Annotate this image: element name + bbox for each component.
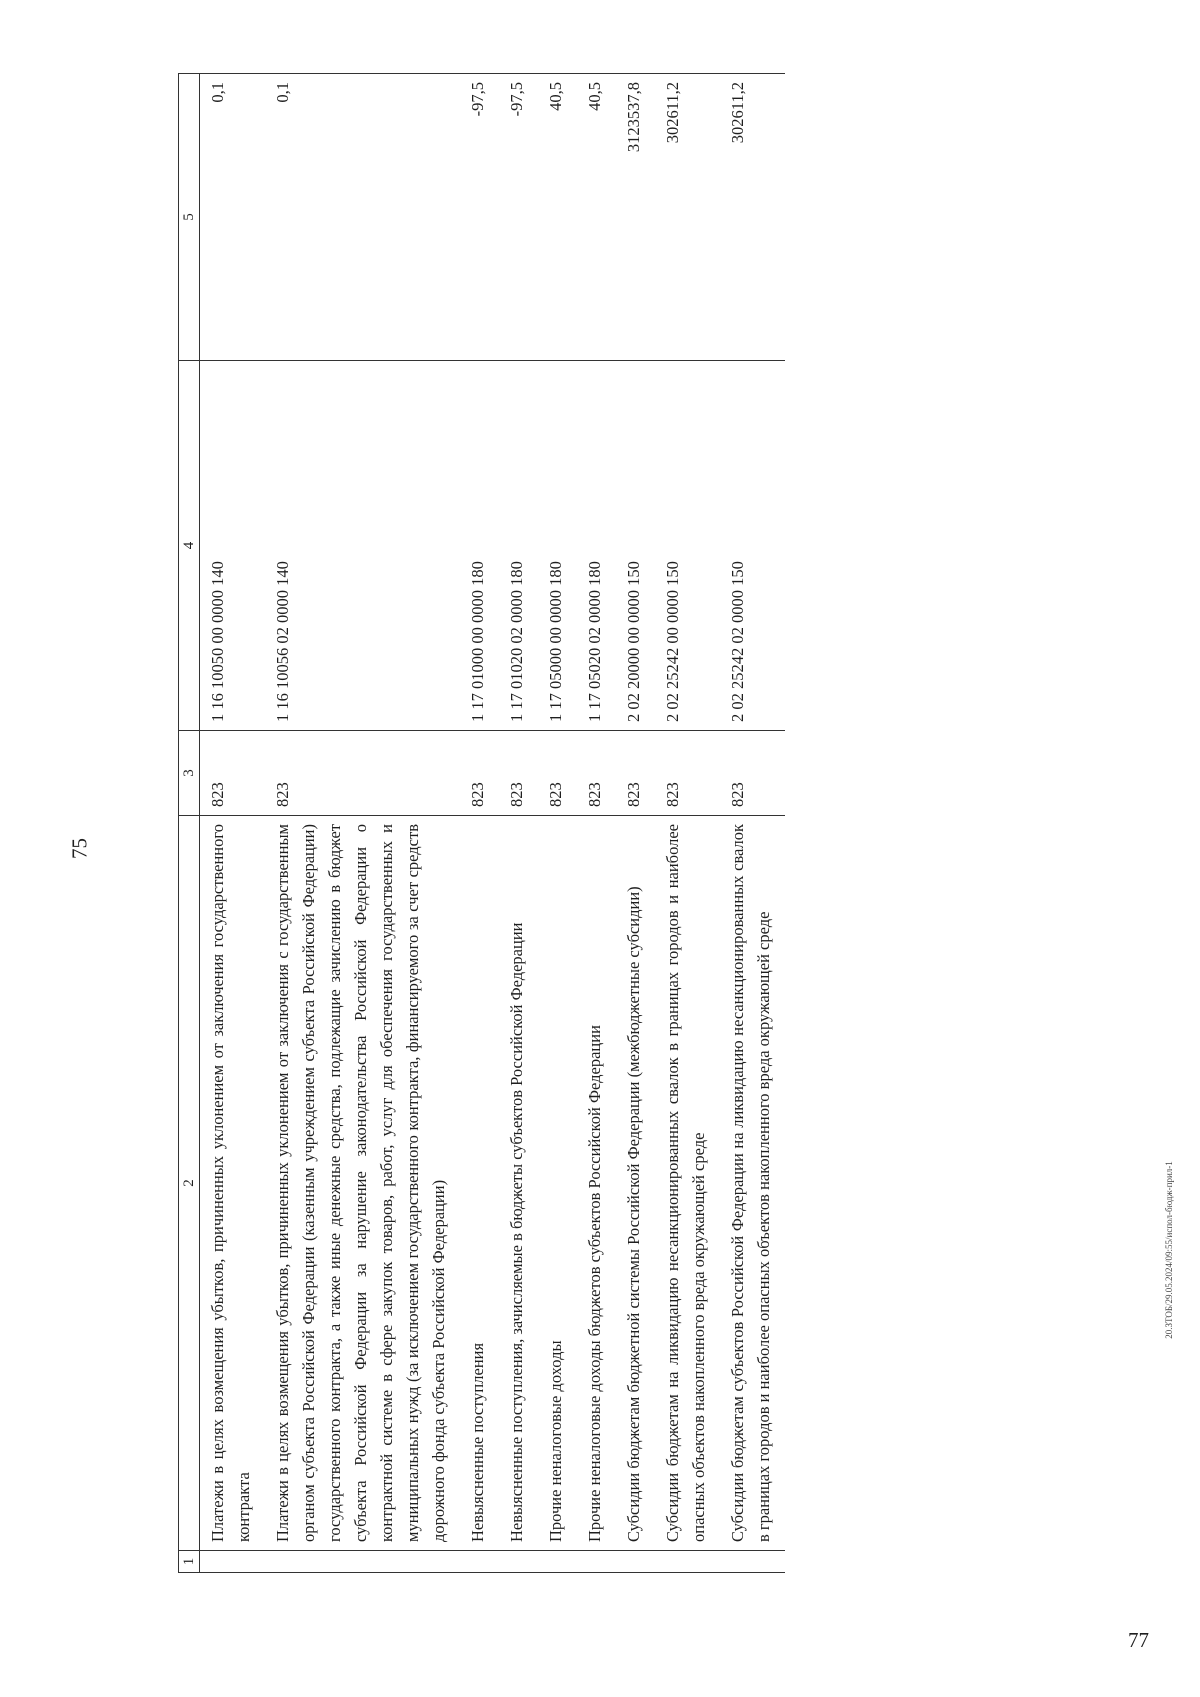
budget-code-cell: 2 02 25242 02 0000 150 — [720, 361, 785, 731]
column-header-4: 4 — [179, 361, 200, 731]
table-row — [460, 74, 499, 1573]
table-row — [200, 74, 266, 1573]
column-header-1: 1 — [179, 1551, 200, 1573]
rotated-table-container — [178, 74, 998, 1573]
description-cell: Прочие неналоговые доходы бюджетов субъектов Российской Федерации — [577, 816, 616, 1551]
description-cell: Невыясненные поступления — [460, 816, 499, 1551]
row-index-cell — [720, 1551, 785, 1573]
admin-code-cell: 823 — [200, 731, 266, 816]
table-row — [655, 74, 720, 1573]
table-row — [720, 74, 785, 1573]
document-code: 20.ЗТОБ/29.05.2024/09:55/испол-бюдж-прил-1 — [1164, 1161, 1174, 1339]
row-index-cell — [577, 1551, 616, 1573]
amount-cell: 302611,2 — [655, 74, 720, 361]
amount-cell: -97,5 — [460, 74, 499, 361]
admin-code-cell: 823 — [460, 731, 499, 816]
row-index-cell — [538, 1551, 577, 1573]
table-header — [179, 74, 200, 1573]
row-index-cell — [499, 1551, 538, 1573]
column-header-2: 2 — [179, 816, 200, 1551]
budget-code-cell: 2 02 25242 00 0000 150 — [655, 361, 720, 731]
description-cell: Субсидии бюджетам на ликвидацию несанкционированных свалок в границах городов и наиболее опасных объектов накопленного вреда окружающей среде — [655, 816, 720, 1551]
budget-code-cell: 1 17 01020 02 0000 180 — [499, 361, 538, 731]
budget-code-cell: 1 17 05020 02 0000 180 — [577, 361, 616, 731]
table-row — [499, 74, 538, 1573]
amount-cell: -97,5 — [499, 74, 538, 361]
table-row — [616, 74, 655, 1573]
table-body — [200, 74, 786, 1573]
admin-code-cell: 823 — [577, 731, 616, 816]
budget-code-cell: 1 17 05000 00 0000 180 — [538, 361, 577, 731]
row-index-cell — [460, 1551, 499, 1573]
description-cell: Субсидии бюджетам субъектов Российской Федерации на ликвидацию несанкционированных свалок в границах городов и наиболее опасных объектов накопленного вреда окружающей среде — [720, 816, 785, 1551]
admin-code-cell: 823 — [265, 731, 460, 816]
admin-code-cell: 823 — [499, 731, 538, 816]
amount-cell: 40,5 — [577, 74, 616, 361]
table-row — [577, 74, 616, 1573]
budget-code-cell: 1 16 10056 02 0000 140 — [265, 361, 460, 731]
header-row — [179, 74, 200, 1573]
budget-table — [178, 73, 785, 1573]
row-index-cell — [655, 1551, 720, 1573]
amount-cell: 302611,2 — [720, 74, 785, 361]
description-cell: Невыясненные поступления, зачисляемые в бюджеты субъектов Российской Федерации — [499, 816, 538, 1551]
admin-code-cell: 823 — [655, 731, 720, 816]
table-row — [538, 74, 577, 1573]
page-number: 75 — [67, 838, 92, 859]
column-header-5: 5 — [179, 74, 200, 361]
admin-code-cell: 823 — [538, 731, 577, 816]
budget-code-cell: 1 17 01000 00 0000 180 — [460, 361, 499, 731]
amount-cell: 0,1 — [200, 74, 266, 361]
row-index-cell — [616, 1551, 655, 1573]
sheet-number: 77 — [1128, 1628, 1149, 1652]
amount-cell: 0,1 — [265, 74, 460, 361]
admin-code-cell: 823 — [720, 731, 785, 816]
column-header-3: 3 — [179, 731, 200, 816]
row-index-cell — [265, 1551, 460, 1573]
budget-code-cell: 2 02 20000 00 0000 150 — [616, 361, 655, 731]
description-cell: Субсидии бюджетам бюджетной системы Российской Федерации (межбюджетные субсидии) — [616, 816, 655, 1551]
description-cell: Прочие неналоговые доходы — [538, 816, 577, 1551]
budget-code-cell: 1 16 10050 00 0000 140 — [200, 361, 266, 731]
amount-cell: 40,5 — [538, 74, 577, 361]
row-index-cell — [200, 1551, 266, 1573]
amount-cell: 3123537,8 — [616, 74, 655, 361]
description-cell: Платежи в целях возмещения убытков, причиненных уклонением от заключения с государственным органом субъекта Российской Федерации (казенным учреждением субъекта Российской Федерации) государственного контракта, а также иные денежные средства, подлежащие зачислению в бюджет субъекта Российской Федерации за нарушение законодательства Российской Федерации о контрактной системе в сфере закупок товаров, работ, услуг для обеспечения государственных и муниципальных нужд (за исключением государственного контракта, финансируемого за счет средств дорожного фонда субъекта Российской Федерации) — [265, 816, 460, 1551]
description-cell: Платежи в целях возмещения убытков, причиненных уклонением от заключения государственного контракта — [200, 816, 266, 1551]
admin-code-cell: 823 — [616, 731, 655, 816]
table-row — [265, 74, 460, 1573]
